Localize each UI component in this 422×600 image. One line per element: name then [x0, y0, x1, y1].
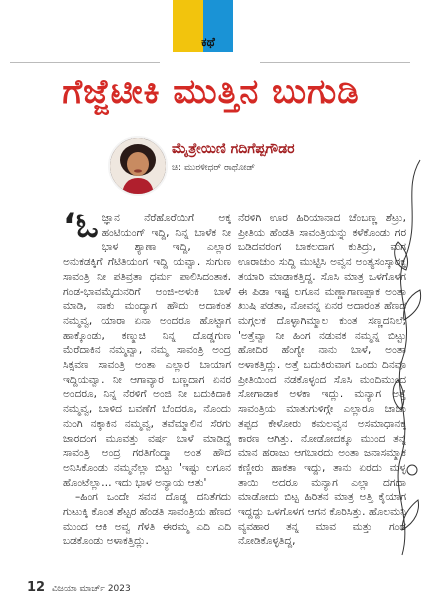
paragraph: –ಹಿಂಗ ಒಂದೇ ಸವನ ದೊಡ್ಡ ದನಿತೆಗದು ಗುಟುಕ್ಕಿ ಕೊಂತ ಶೆಟ್ಟರ ಹೆಂಡತಿ ಸಾವಂತ್ರಿಯ ಹೆಣದ ಮುಂದ ಆಕಿ ಅವ್ವ ಗೆಳತಿ ಈರಮ್ಮ ಎದಿ ಎದಿ ಬಡಕೊಂಡು ಅಳಾಕತ್ತಿದ್ಲು.	[63, 491, 231, 548]
publication-date: ವಿಜಯಾ ಮಾರ್ಚ್ 2023	[51, 584, 131, 594]
paragraph	[63, 206, 231, 490]
author-portrait-icon	[110, 138, 166, 194]
author-photo	[108, 136, 168, 196]
title-rule-right	[260, 62, 410, 63]
author-name: ಮೈತ್ರೇಯಿಣಿ ಗದಿಗೆಪ್ಪಗೌಡರ	[172, 141, 295, 157]
title-rule-left	[10, 62, 160, 63]
open-quote-icon: ‘ಓ	[63, 206, 99, 246]
flower-line-art	[392, 150, 422, 560]
page-number: 12	[27, 580, 46, 595]
text-column-1	[63, 206, 231, 549]
story-title: ಗೆಜ್ಜೆಟೀಕಿ ಮುತ್ತಿನ ಬುಗುಡಿ	[62, 72, 360, 112]
page-footer	[27, 580, 131, 595]
illustration-credit: ಚಿ: ಮುರಳೀಧರ್ ರಾಥೋಡ್	[172, 163, 256, 173]
paragraph-text: ಜ್ಞಾನ ನೆರೆಹೊರೆಯಿಗೆ ಅಕ್ಕ ಹಂಟಿಯಂಗ್ ಇದ್ದಿ, ನಿನ್ನ ಬಾಳೆಕ ನೀ ಭಾಳ ಶ್ಯಾಣಾ ಇದ್ದಿ, ಎಲ್ಲಾರ ಅನುಕಡಕ್ಕಿಗೆ ಗೆಟಿತಿಯಂಗ ಇದ್ದಿ ಯವ್ವಾ. ಸುಗುಣ ಸಾವಂತ್ರಿ ನೀ ಪತಿವ್ರತಾ ಧರ್ಮ ಪಾಲಿಸಿದಂತಾಕ. ಗಂಡ-ಭಾವಮೈದುನರಿಗೆ ಅಂಜಿ-ಅಳುಕಿ ಬಾಳೆ ಮಾಡಿ, ನಾಕು ಮಂದ್ಯಾಗ ಹೌದು ಅದಾಕಂತ ನಮ್ಮವ್ವ, ಯಾರಾ ಏನಾ ಅಂದರೂ ಹೊಟ್ಟಾಗ ಹಾಕ್ಕೊಂಡು, ಕಣ್ಮುಚಿ ನಿನ್ನ ದೊಡ್ಡಗುಣ ಮೆರೆದಾಕಿನ ನಮ್ಮವ್ವಾ, ನಮ್ಮ ಸಾವಂತ್ರಿ ಅಂದ್ರ ಸಿಕ್ಸವಣ ಸಾವಂತ್ರಿ ಅಂತಾ ಎಲ್ಲಾರ ಬಾಯಾಗ ಇದ್ದಿಯವ್ವಾ. ನೀ ಆಗಾವ್ಯಾರ ಬಣ್ಣದಾಗ ಏನರ ಅಂದರೂ, ನಿನ್ನ ನೆರಳಿಗೆ ಅಂಜಿ ನೀ ಬದುಕಿದಾಕಿ ನಮ್ಮವ್ವ, ಬಾಳಿದ ಬವಣೆಗೆ ಬೆಂದರೂ, ನೊಂದು ನುಂಗಿ ನಕ್ಕಾಕಿನ ನಮ್ಮವ್ವ, ತವೆಮ್ಮಾಲಿನ ಸೆರಗು ಜಾರದಂಗ ಮೂವತ್ತು ವರ್ಷ ಬಾಳೆ ಮಾಡಿದ್ದ ಸಾವಂತ್ರಿ ಅಂದ್ರ ಗರತಿಗೆಂದ್ಮಾ ಅಂತ ಹೌದ ಅನಿಸಿಕೊಂಡು ನಮ್ಮನೆಲ್ಲಾ ಬಿಟ್ಟು 'ಇಷ್ಟು ಲಗೂನ ಹೊಂಟೆಲ್ಲಾ… ಇದು ಭಾಳ ಅನ್ಯಾಯ ಆತು'	[63, 212, 231, 489]
section-label: ಕಥೆ	[201, 35, 215, 49]
text-column-2	[238, 211, 406, 549]
paragraph: ನೆರಳಿಗಿ ಊರ ಹಿರಿಯಾನಾದ ಚೆಂಬಣ್ಣ ಶೆಟ್ರು, ಪ್ರೀತಿಯ ಹೆಂಡತಿ ಸಾವಂತ್ರಿಯನ್ನು ಕಳೆಕೊಂಡು ಗರ ಬಡಿದವರಂಗ ಬಾಕಲದಾಗ ಕುತಿದ್ರು, ಮಗ ಊರಾಚುಂ ಸುದ್ದಿ ಮುಟ್ಟಿಸಿ ಅವ್ವನ ಅಂತ್ಯಸಂಸ್ಕಾರಕ್ಕ ತಯಾರಿ ಮಾಡಾಕತ್ತಿದ್ದ. ಸೊಸಿ ಮಾತ್ರ ಒಳಗೊಳಗ ಈ ಪಿಡಾ ಇಷ್ಟ ಲಗೂನ ಮಣ್ಣಾಗಾಣಪ್ಪಾಕ ಅಂತಾ ಖುಷಿ ಪಡತಾ, ನೋವನ್ನ ಏನರ ಅದಾರಂತ ಹೆಣದ ಮಗ್ಗಲಕ ದೊಳ್ಳಾಗಿಮ್ಮಾಲ ಕುಂತ ಸಣ್ಣದನಿಲೆ, 'ಅತ್ತೆವ್ವಾ ನೀ ಹಿಂಗ ನಡುವಕ ನಮ್ಮನ್ನ ಬಿಟ್ಟು ಹೋದಿರ ಹೆಂಗ್ಯೇ ನಾನು ಬಾಳೆ, ಅಂತಾ ಅಳಾಕತ್ತಿದ್ಲು. ಅತ್ತೆ ಬದುಕಿರುವಾಗ ಒಂದು ದಿನವೂ ಪ್ರೀತಿಯಿಂದ ನಡಕೊಳ್ಳಂದ ಸೊಸಿ ಮಂದಿಮುಂದ ಸೋಗಾಡಾಕ ಅಳಕಾ ಇದ್ಲು. ಮನ್ಯಾಗ ಅತ್ತೆ ಸಾವಂತ್ರಿಯ ಮಾತುಗುಳಿಗ್ಗೇ ಎಲ್ಲಾರೂ ಚಾಚು ತಪ್ಪದ ಕೇಳೋರು ಕಮಲವ್ವನ ಅಸಮಾಧಾನಕ್ಕ ಕಾರಣ ಆಗಿತ್ತು. ನೋಡೋದಕ್ಕೂ ಮುಂದ ತನ್ನ ಮಾನ ಹರಾಜು ಆಗಬಾರದು ಅಂತಾ ಜನಾಸಮ್ಮಾಕ ಕಣ್ಣೀರು ಹಾಕತಾ ಇದ್ದು, ತಾನು ಏರದು ಮಳ್ಳ ತಾಯಿ ಅದರೂ ಮನ್ಯಾಗ ಎಲ್ಲಾ ದಗದಾ ಮಾಡೋದು ಬಿಟ್ಟ ಹಿರಿತನ ಮಾತ್ರ ಅತ್ತಿ ಕೈಯಾಗ ಇದ್ದದ್ದು ಒಳಗೊಳಗ ಆಗನ ಕೊರಿಸಿತ್ತು. ಹೊಲಮನಿ ವ್ಯವಹಾರ ತನ್ನ ಮಾವ ಮತ್ತು ಗಂಡ ನೋಡಿಕೊಳ್ಳತಿದ್ದ,	[238, 212, 406, 548]
